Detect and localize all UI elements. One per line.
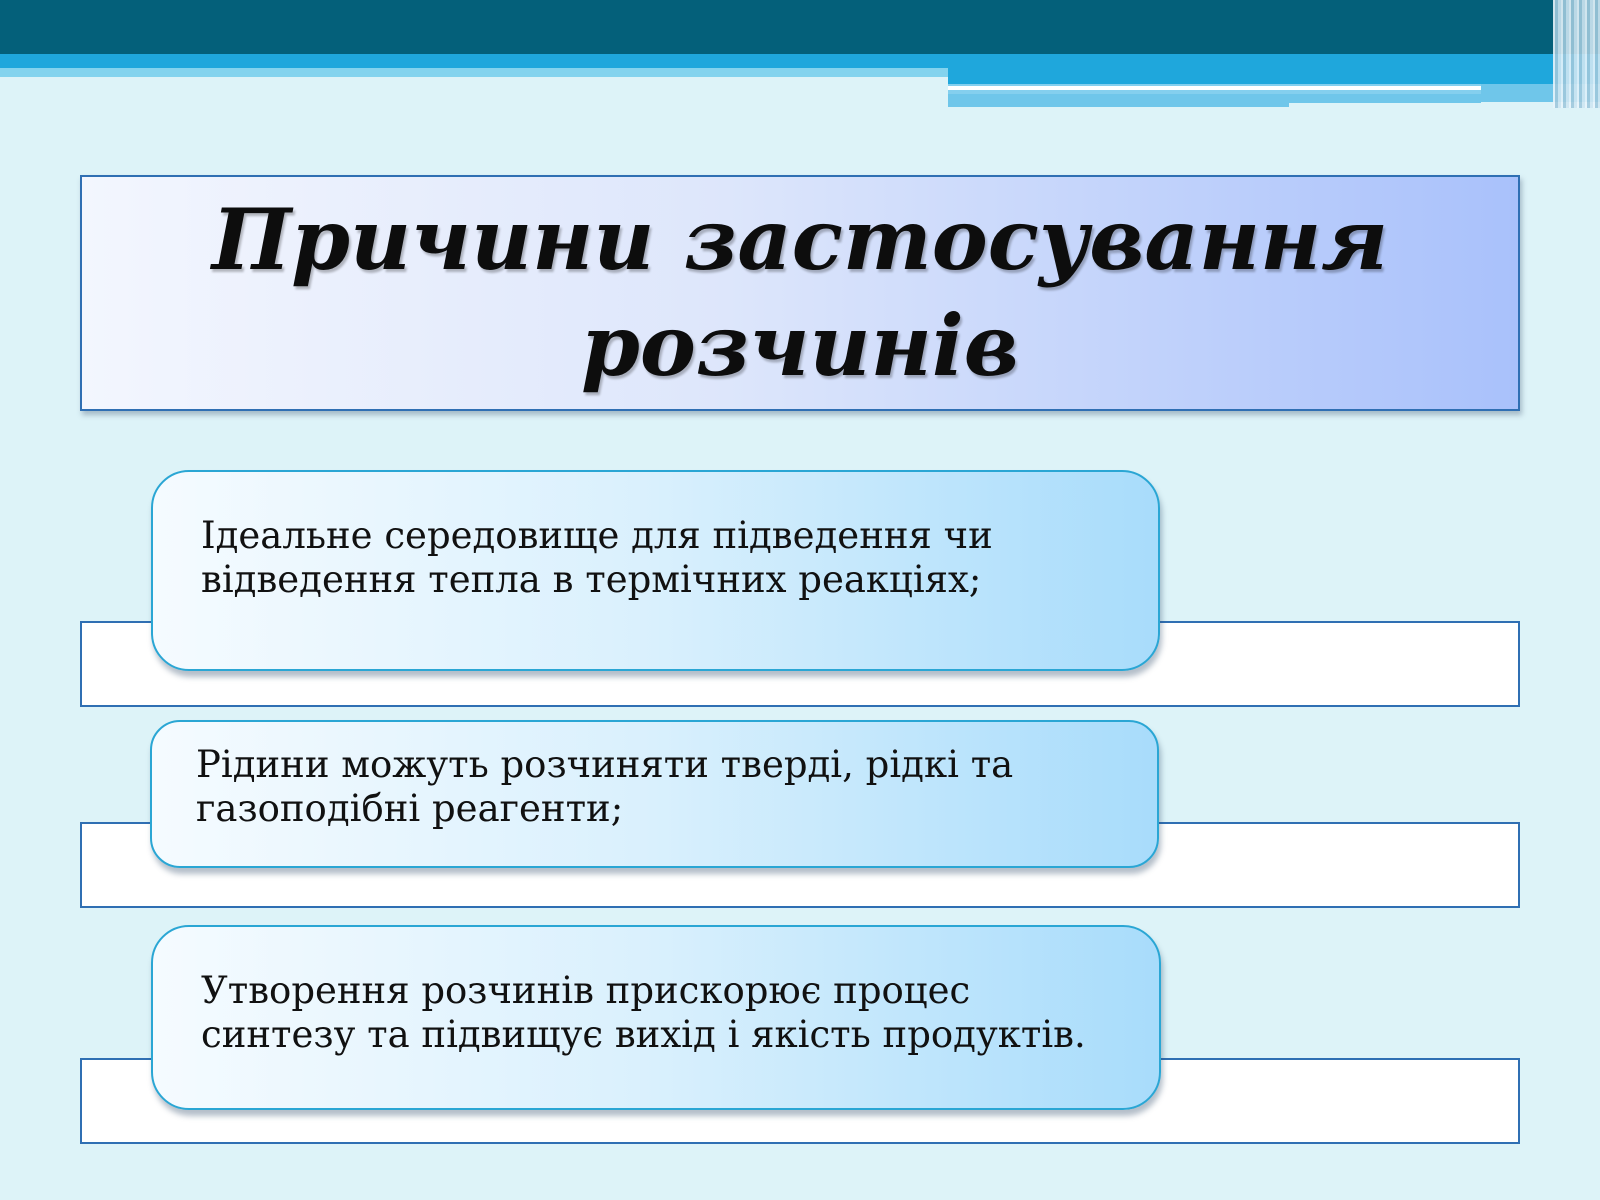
slide-title-line-2: розчинів xyxy=(581,296,1019,395)
reason-1-line-1: Ідеальне середовище для підведення чи xyxy=(201,513,993,557)
reason-1-line-2: відведення тепла в термічних реакціях; xyxy=(201,557,982,601)
header-band-light xyxy=(0,68,948,77)
header-band-right-white-line xyxy=(948,86,1481,90)
header-stripes-decoration xyxy=(1553,0,1600,108)
header-band-right-pale-lower-2 xyxy=(1289,94,1481,103)
reason-3-line-2: синтезу та підвищує вихід і якість продуктів. xyxy=(201,1012,1086,1056)
header-band-right-blue xyxy=(948,68,1600,84)
header-band-right-pale-lower xyxy=(948,94,1289,107)
reason-2-line-1: Рідини можуть розчиняти тверді, рідкі та xyxy=(196,743,1014,786)
reason-card-3 xyxy=(151,925,1161,1110)
title-box xyxy=(80,175,1520,411)
reason-3-line-1: Утворення розчинів прискорює процес xyxy=(201,968,971,1012)
reason-card-1 xyxy=(151,470,1160,671)
reason-text-1 xyxy=(201,514,993,602)
reason-card-2 xyxy=(150,720,1159,868)
reason-2-line-2: газоподібні реагенти; xyxy=(196,787,624,830)
slide-title xyxy=(152,187,1448,399)
header-band-blue xyxy=(0,54,1600,68)
reason-text-2 xyxy=(196,743,1013,831)
reason-text-3 xyxy=(201,969,1086,1057)
header-band-dark xyxy=(0,0,1600,54)
slide-title-line-1: Причини застосування xyxy=(211,190,1389,289)
